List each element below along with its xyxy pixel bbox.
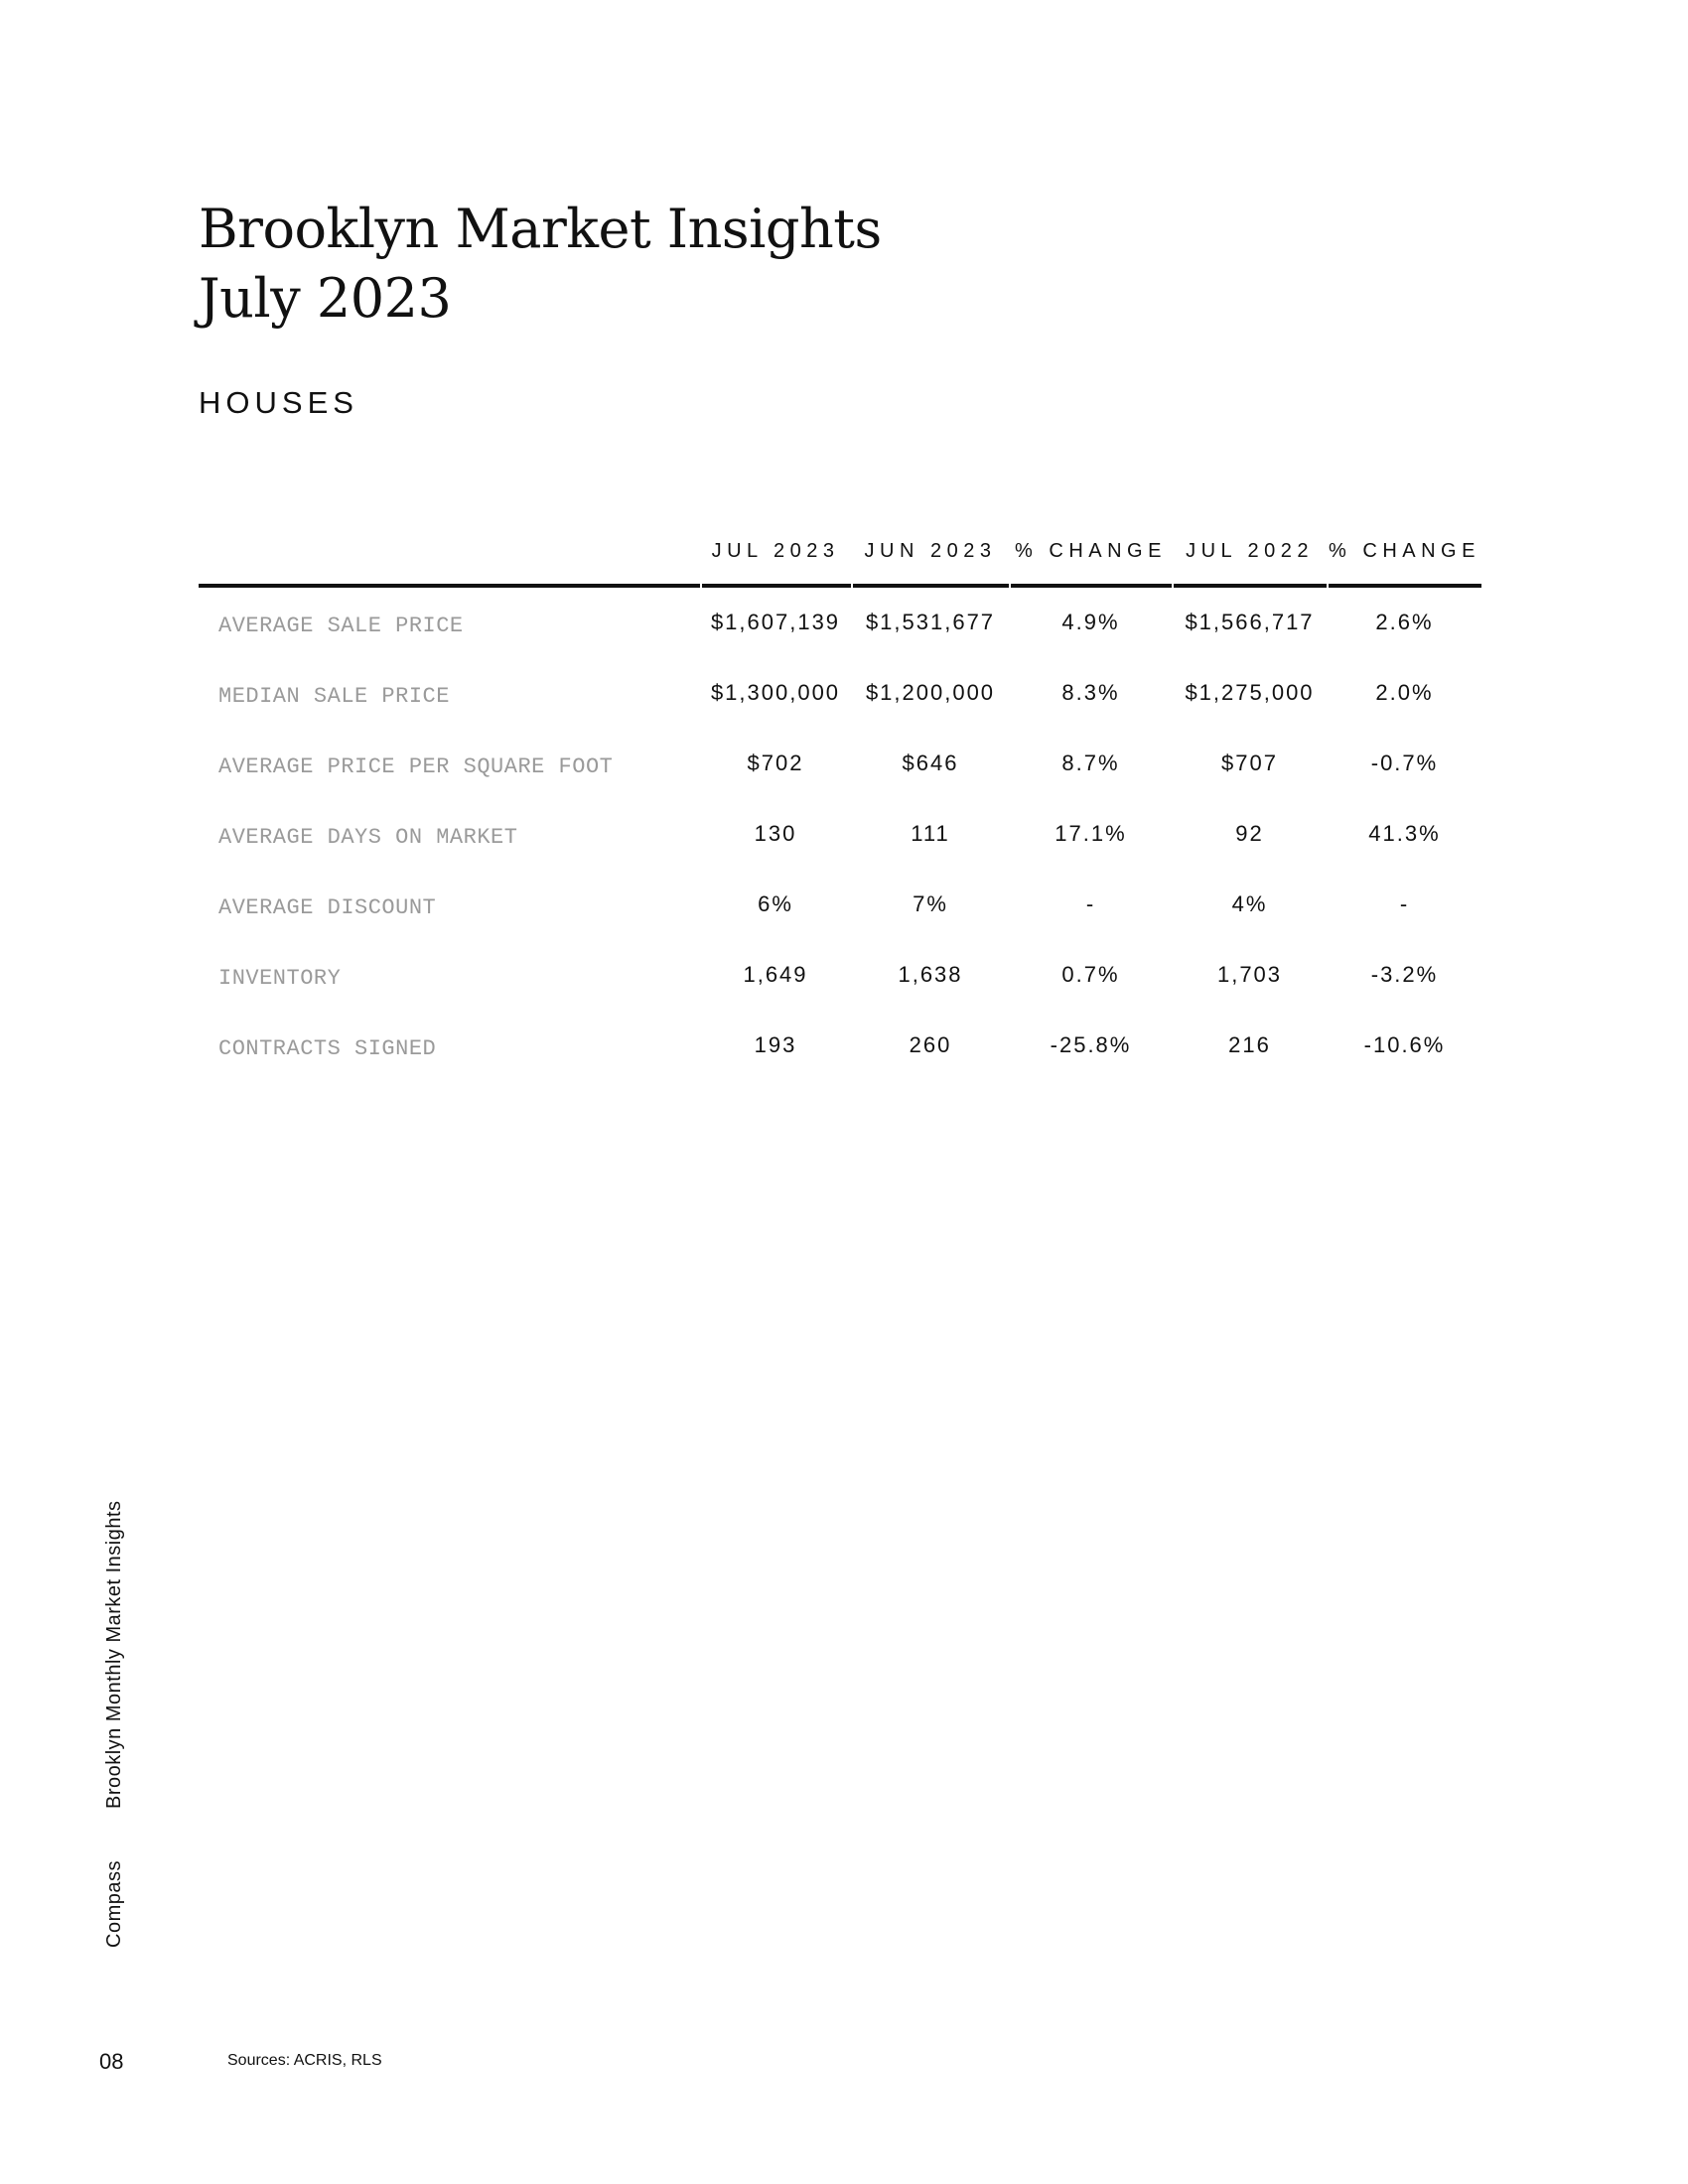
cell-jul-2023: 1,649: [743, 962, 808, 987]
column-header-jul-2023: JUL 2023: [711, 540, 840, 562]
cell-jul-2023: 193: [754, 1032, 797, 1057]
cell-change-month: -: [1085, 891, 1096, 916]
table-row: [199, 729, 1481, 799]
cell-jul-2022: $1,566,717: [1185, 610, 1315, 634]
cell-change-month: 8.7%: [1061, 751, 1120, 775]
row-label: MEDIAN SALE PRICE: [218, 684, 450, 709]
cell-jul-2022: $707: [1221, 751, 1278, 775]
table-row: [199, 588, 1481, 658]
cell-change-month: 0.7%: [1061, 962, 1120, 987]
cell-jul-2022: 216: [1228, 1032, 1271, 1057]
row-label: AVERAGE DAYS ON MARKET: [218, 825, 518, 850]
publication-name: Brooklyn Monthly Market Insights: [103, 1500, 125, 1810]
cell-change-year: -10.6%: [1363, 1032, 1446, 1057]
cell-jul-2022: 4%: [1231, 891, 1268, 916]
column-header-jun-2023: JUN 2023: [864, 540, 997, 562]
page-title: [199, 195, 882, 334]
cell-change-month: 8.3%: [1061, 680, 1120, 705]
row-label: AVERAGE SALE PRICE: [218, 614, 464, 638]
cell-jul-2023: $1,300,000: [710, 680, 841, 705]
cell-jun-2023: $646: [902, 751, 959, 775]
cell-jul-2023: $1,607,139: [710, 610, 841, 634]
column-header-jul-2022: JUL 2022: [1186, 540, 1314, 562]
cell-jul-2023: $702: [747, 751, 804, 775]
cell-change-month: 17.1%: [1055, 821, 1127, 846]
table-row: [199, 658, 1481, 729]
cell-change-year: -: [1399, 891, 1410, 916]
row-label: CONTRACTS SIGNED: [218, 1036, 437, 1061]
row-label: AVERAGE PRICE PER SQUARE FOOT: [218, 754, 614, 779]
cell-change-year: -0.7%: [1370, 751, 1439, 775]
table-row: [199, 1011, 1481, 1081]
sidebar-caption: [103, 1500, 126, 1948]
cell-jul-2022: $1,275,000: [1185, 680, 1315, 705]
table-body: [199, 588, 1481, 1081]
cell-jun-2023: $1,531,677: [865, 610, 996, 634]
cell-change-month: -25.8%: [1050, 1032, 1132, 1057]
row-label: AVERAGE DISCOUNT: [218, 895, 437, 920]
cell-jul-2023: 6%: [758, 891, 793, 916]
table-row: [199, 870, 1481, 940]
table-header-row: [199, 526, 1481, 584]
cell-jun-2023: 260: [909, 1032, 952, 1057]
table-row: [199, 799, 1481, 870]
cell-change-year: 2.0%: [1375, 680, 1434, 705]
cell-jun-2023: 7%: [913, 891, 948, 916]
cell-change-year: -3.2%: [1370, 962, 1439, 987]
column-header-change-month: % CHANGE: [1015, 540, 1167, 562]
page-number: 08: [99, 2049, 124, 2074]
section-label: HOUSES: [199, 385, 358, 420]
title-line-2: July 2023: [199, 267, 452, 330]
table-row: [199, 940, 1481, 1011]
cell-jun-2023: 1,638: [898, 962, 963, 987]
brand-name: Compass: [103, 1860, 125, 1948]
cell-jul-2022: 1,703: [1216, 962, 1283, 987]
title-line-1: Brooklyn Market Insights: [199, 198, 882, 260]
row-label: INVENTORY: [218, 966, 342, 991]
cell-change-year: 2.6%: [1375, 610, 1434, 634]
market-table: [199, 526, 1481, 1061]
cell-change-month: 4.9%: [1061, 610, 1120, 634]
cell-change-year: 41.3%: [1368, 821, 1441, 846]
cell-jul-2022: 92: [1235, 821, 1264, 846]
cell-jul-2023: 130: [754, 821, 797, 846]
sources-note: Sources: ACRIS, RLS: [227, 2052, 382, 2069]
cell-jun-2023: 111: [911, 821, 950, 846]
column-header-change-year: % CHANGE: [1329, 540, 1480, 562]
cell-jun-2023: $1,200,000: [865, 680, 996, 705]
